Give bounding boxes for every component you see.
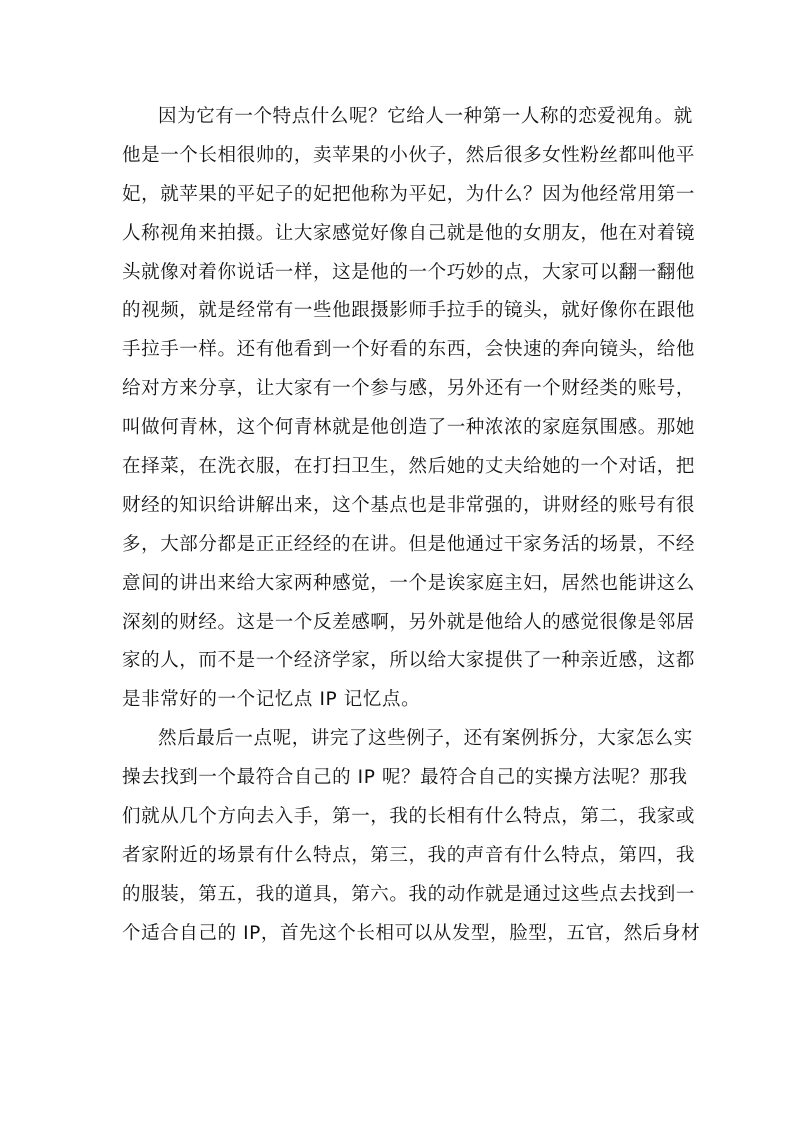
text-line: 多，大部分都是正正经经的在讲。但是他通过干家务活的场景，不经 <box>122 533 696 555</box>
text-line: 个适合自己的 IP，首先这个长相可以从发型，脸型，五官，然后身材 <box>122 922 701 944</box>
text-line: 妃，就苹果的平妃子的妃把他称为平妃，为什么？因为他经常用第一 <box>122 183 696 205</box>
text-line: 深刻的财经。这是一个反差感啊，另外就是他给人的感觉很像是邻居 <box>122 611 696 633</box>
text-line: 人称视角来拍摄。让大家感觉好像自己就是他的女朋友，他在对着镜 <box>122 222 696 244</box>
text-line: 的视频，就是经常有一些他跟摄影师手拉手的镜头，就好像你在跟他 <box>122 300 696 322</box>
text-line: 们就从几个方向去入手，第一，我的长相有什么特点，第二，我家或 <box>122 806 696 828</box>
text-line: 手拉手一样。还有他看到一个好看的东西，会快速的奔向镜头，给他 <box>122 339 696 361</box>
text-line: 操去找到一个最符合自己的 IP 呢？最符合自己的实操方法呢？那我 <box>122 767 688 789</box>
text-line: 然后最后一点呢，讲完了这些例子，还有案例拆分，大家怎么实 <box>158 728 693 750</box>
text-line: 叫做何青林，这个何青林就是他创造了一种浓浓的家庭氛围感。那她 <box>122 417 696 439</box>
text-line: 在择菜，在洗衣服，在打扫卫生，然后她的丈夫给她的一个对话，把 <box>122 456 696 478</box>
text-line: 财经的知识给讲解出来，这个基点也是非常强的，讲财经的账号有很 <box>122 494 696 516</box>
text-line: 者家附近的场景有什么特点，第三，我的声音有什么特点，第四，我 <box>122 844 696 866</box>
text-line: 是非常好的一个记忆点 IP 记忆点。 <box>122 689 421 711</box>
text-line: 给对方来分享，让大家有一个参与感，另外还有一个财经类的账号， <box>122 378 696 400</box>
text-line: 的服装，第五，我的道具，第六。我的动作就是通过这些点去找到一 <box>122 883 696 905</box>
paragraph-1 <box>122 98 696 720</box>
text-line: 他是一个长相很帅的，卖苹果的小伙子，然后很多女性粉丝都叫他平 <box>122 144 696 166</box>
text-line: 意间的讲出来给大家两种感觉，一个是诶家庭主妇，居然也能讲这么 <box>122 572 696 594</box>
text-line: 头就像对着你说话一样，这是他的一个巧妙的点，大家可以翻一翻他 <box>122 261 696 283</box>
text-line: 家的人，而不是一个经济学家，所以给大家提供了一种亲近感，这都 <box>122 650 696 672</box>
text-line: 因为它有一个特点什么呢？它给人一种第一人称的恋爱视角。就 <box>158 106 693 127</box>
paragraph-2 <box>122 720 701 953</box>
document-body <box>122 98 701 954</box>
